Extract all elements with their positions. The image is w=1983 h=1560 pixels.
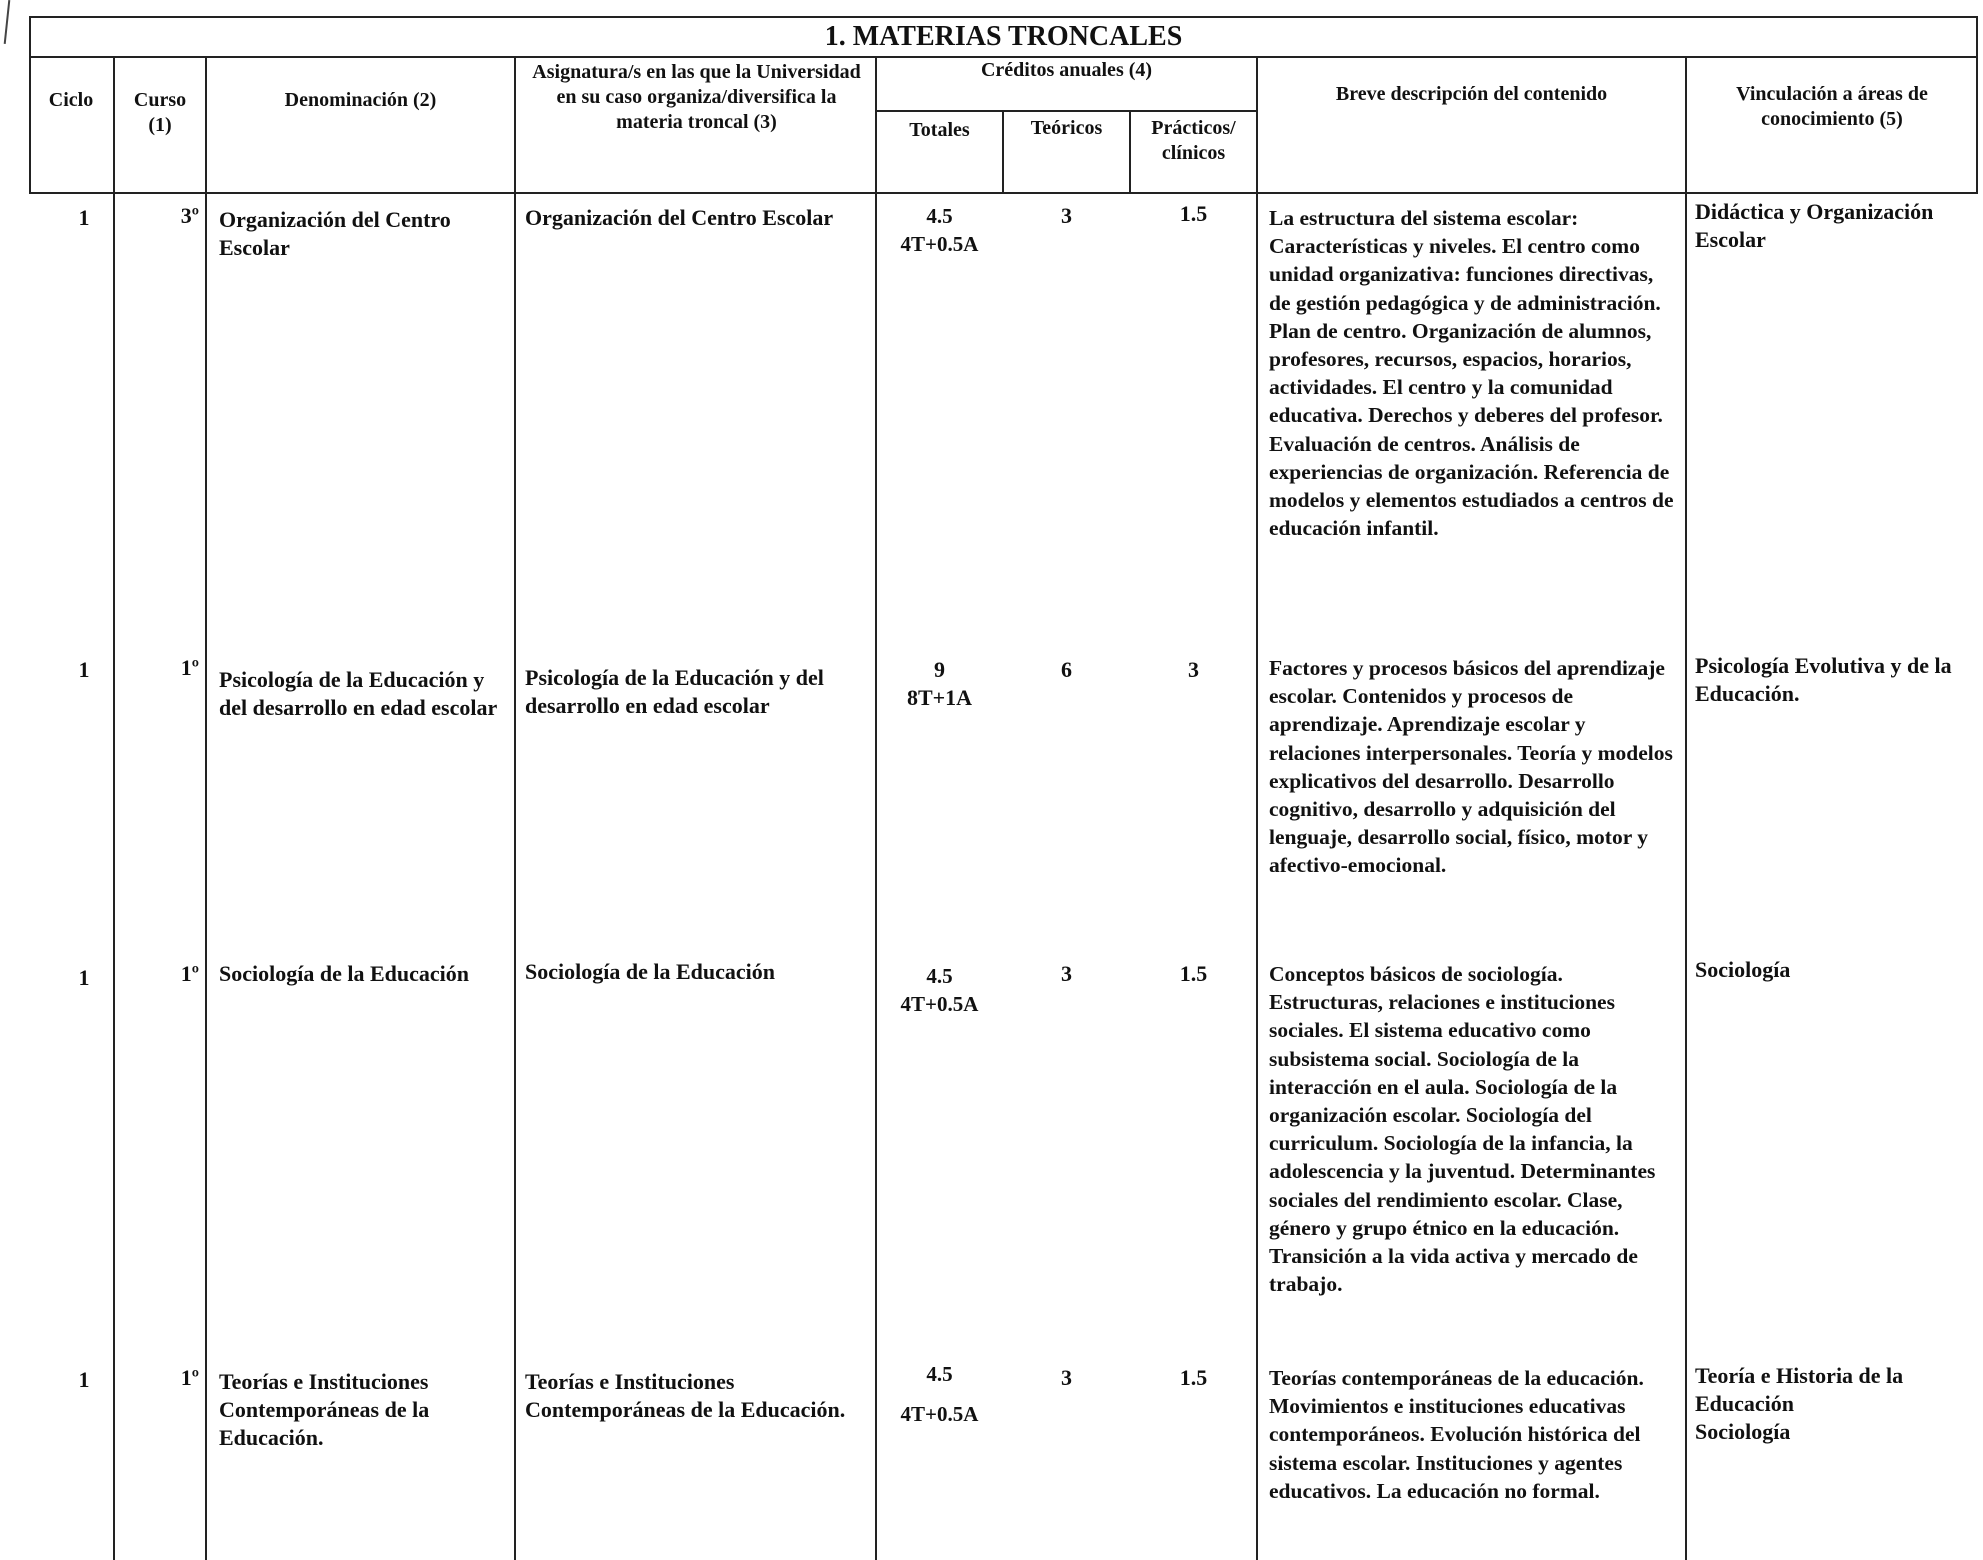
cell-practicos: 3 [1188,657,1199,682]
cell-asignatura: Psicología de la Educación y del desarrollo en edad escolar [525,665,824,718]
header-vinculacion: Vinculación a áreas de conocimiento (5) [1736,83,1928,130]
cell-teoricos: 3 [1061,961,1072,986]
header-asignatura: Asignatura/s en las que la Universidad en su caso organiza/diversifica la materia troncal (3) [532,61,861,133]
cell-descripcion: La estructura del sistema escolar: Características y niveles. El centro como unidad organizativa: funciones directivas, de gestión pedagógica y de administración. Plan de centro. Organización de alumnos, profesores, recursos, espacios, horarios, actividades. El centro y la comunidad educativa. Derechos y deberes del profesor. Evaluación de centros. Análisis de experiencias de organización. Referencia de modelos y elementos estudiados a centros de educación infantil. [1269,206,1674,541]
cell-practicos: 1.5 [1179,201,1208,226]
cell-descripcion: Factores y procesos básicos del aprendizaje escolar. Contenidos y procesos de aprendizaje. Aprendizaje escolar y relaciones interpersonales. Teoría y modelos explicativos del desarrollo. Desarrollo cognitivo, desarrollo y adquisición del lenguaje, desarrollo social, físico, motor y afectivo-emocional. [1269,656,1673,878]
cell-vinculacion: Psicología Evolutiva y de la Educación. [1695,653,1952,706]
cell-descripcion: Conceptos básicos de sociología. Estructuras, relaciones e instituciones sociales. El sistema educativo como subsistema social. Sociología de la interacción en el aula. Sociología de la organización escolar. Sociología del curriculum. Sociología de la infancia, la adolescencia y la juventud. Determinantes sociales del rendimiento escolar. Clase, género y grupo étnico en la educación. Transición a la vida activa y mercado de trabajo. [1269,962,1656,1297]
cell-totales: 4.5 4T+0.5A [900,1362,979,1426]
cell-vinculacion: Teoría e Historia de la Educación Sociología [1695,1363,1904,1444]
header-ciclo: Ciclo [48,89,94,111]
cell-asignatura: Sociología de la Educación [525,959,775,984]
cell-denominacion: Organización del Centro Escolar [219,207,451,260]
cell-curso: 1º [180,1365,199,1390]
header-denominacion: Denominación (2) [284,89,437,111]
header-creditos: Créditos anuales (4) [980,59,1153,81]
header-practicos: Prácticos/ clínicos [1151,117,1236,164]
cell-curso: 1º [180,655,199,680]
cell-denominacion: Sociología de la Educación [219,961,469,986]
section-title: 1. MATERIAS TRONCALES [29,16,1978,56]
header-descripcion: Breve descripción del contenido [1335,83,1608,105]
cell-vinculacion: Didáctica y Organización Escolar [1695,199,1934,252]
cell-practicos: 1.5 [1179,961,1208,986]
cell-teoricos: 3 [1061,1365,1072,1390]
cell-ciclo: 1 [78,657,90,682]
cell-ciclo: 1 [78,205,90,230]
cell-descripcion: Teorías contemporáneas de la educación. Movimientos e instituciones educativas contemporáneos. Evolución histórica del sistema escolar. Instituciones y agentes educativos. La educación no formal. [1269,1366,1644,1503]
header-totales: Totales [909,119,970,141]
materias-troncales-table [29,16,1979,1560]
header-teoricos: Teóricos [1030,117,1103,139]
cell-totales: 4.5 4T+0.5A [900,964,979,1016]
cell-totales: 4.5 4T+0.5A [900,204,979,256]
cell-curso: 1º [180,961,199,986]
cell-practicos: 1.5 [1179,1365,1208,1390]
cell-teoricos: 6 [1061,657,1072,682]
scan-mark [4,0,11,44]
cell-teoricos: 3 [1061,203,1072,228]
cell-curso: 3º [180,203,199,228]
cell-vinculacion: Sociología [1695,957,1791,982]
cell-totales: 9 8T+1A [906,657,973,710]
cell-ciclo: 1 [78,965,90,990]
header-curso: Curso (1) [133,89,187,136]
cell-asignatura: Organización del Centro Escolar [525,205,834,230]
cell-ciclo: 1 [78,1367,90,1392]
cell-asignatura: Teorías e Instituciones Contemporáneas de la Educación. [525,1369,846,1422]
cell-denominacion: Psicología de la Educación y del desarrollo en edad escolar [219,667,498,720]
cell-denominacion: Teorías e Instituciones Contemporáneas de la Educación. [219,1369,430,1450]
